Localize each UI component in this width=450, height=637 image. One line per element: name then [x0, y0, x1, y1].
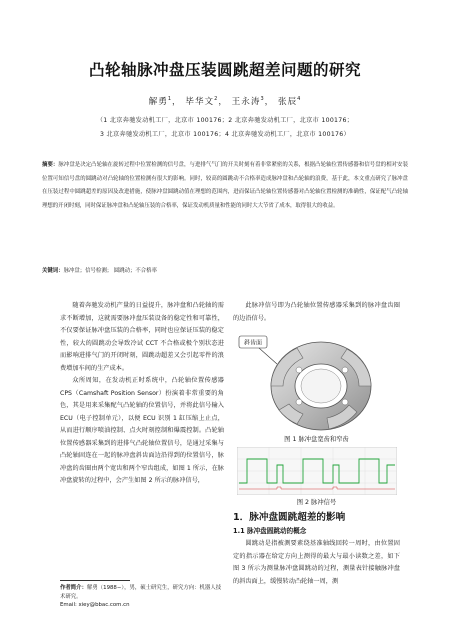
affiliation-line: 3 北京奔驰发动机工厂，北京市 100176；4 北京奔驰发动机工厂，北京市 100176） — [99, 131, 351, 138]
author-name: 解勇 — [148, 97, 168, 107]
footnote — [60, 584, 224, 610]
author-name: 毕华文 — [185, 97, 215, 107]
abstract-text: 脉冲盘是决定凸轮轴在旋转过程中位置检测的信号盘，与进排气气门的开关时刻有着非常紧密的关系，根据凸轮轴位置传感器和信号盘的相对安装位置可知信号盘的圆跳动对凸轮轴的位置检测有很大的影响。同时，较高的圆跳动不合格率造成脉冲盘和凸轮轴的浪费，基于此，本文重点研究了脉冲盘在压装过程中圆跳超差的原因及改进措施，使脉冲盘圆跳动值在理想的范围内，进而保证凸轮轴位置传感器对凸轮轴位置检测的准确性，保证配气凸轮轴理想的开闭时刻，同时保证脉冲盘和凸轮轴压装的合格率，保证发动机质量和性能的同时大大节省了成本，取得很大的收益。 — [42, 162, 408, 209]
body-paragraph: 圆跳动是指被测要素绕基准轴线回转一周时，由位置固定的指示器在给定方向上测得的最大与最小读数之差，如下图 3 所示为测量脉冲盘圆跳动的过程，测量表针接触脉冲盘的斜齿面上，缓慢转动凸轮轴一周，测 — [233, 540, 400, 585]
abstract — [42, 159, 408, 213]
footnote-email: Email: xiey@bbac.com.cn — [60, 602, 130, 608]
figure-2-caption: 图 2 脉冲信号 — [296, 499, 337, 506]
footnote-text: 解勇（1988−），男，硕士研究生，研究方向：机器人技术研究。 — [60, 585, 222, 600]
footnote-rule — [60, 580, 130, 581]
author-name: 张辰 — [277, 97, 298, 107]
author-sup: 4 — [297, 96, 302, 103]
body-paragraph: 众所周知，在发动机正时系统中，凸轮轴位置传感器 CPS（Camshaft Position Sensor）扮演着非常重要的角色，其是用来采集配气凸轮轴的位置信号，并将此信号输入 ECU（电子控制单元），以便 ECU 识别 1 缸压缩上止点，从而进行顺序喷油控制、点火时刻控制和爆震控制。凸轮轴位置传感器采集到的进排气凸轮轴位置信号，是通过采集与凸轮轴固连在一起的脉冲盘斜齿面边沿得到的位置信号，脉冲盘的齿圈由两个宽齿和两个窄齿组成，如图 1 所示，在脉冲盘旋转的过程中，会产生如图 2 所示的脉冲信号， — [60, 377, 224, 484]
figure-2-pulse-signal — [237, 447, 397, 495]
subsection-heading: 1.1 脉冲盘圆跳动的概念 — [233, 527, 307, 535]
keywords — [42, 266, 408, 274]
right-column-top — [233, 300, 400, 325]
author-sup: 3 — [260, 96, 265, 103]
abstract-label: 摘要： — [42, 162, 59, 168]
keywords-label: 关键词： — [42, 268, 64, 274]
figure-1-caption: 图 1 脉冲盘宽齿和窄齿 — [284, 436, 349, 443]
body-paragraph: 随着奔驰发动机产量的日益提升，脉冲盘和凸轮轴的需求不断增加，这就需要脉冲盘压装设备的稳定性和可靠性，不仅要保证脉冲盘压装的合格率，同时也应保证压装的稳定性，较大的圆跳动会导致冷试 CCT 不合格或极个别状态进而影响进排气门的开闭时刻，圆跳动超差又会引起零件的浪费增加车间的生产成本。 — [60, 302, 224, 372]
right-column-bottom — [233, 538, 400, 588]
author-name: 王永涛 — [231, 97, 261, 107]
section-heading: 1．脉冲盘圆跳超差的影响 — [233, 512, 346, 523]
left-column — [60, 300, 224, 488]
paper-title: 凸轮轴脉冲盘压装圆跳超差问题的研究 — [88, 61, 361, 79]
body-paragraph: 此脉冲信号即为凸轮轴位置传感器采集到的脉冲盘齿圈的边沿信号。 — [233, 302, 400, 322]
keywords-text: 脉冲盘；信号检测； 圆跳动；不合格率 — [63, 268, 157, 274]
pulse-disc-drawing — [271, 342, 371, 430]
author-sup: 2 — [214, 96, 219, 103]
author-list: 解勇$^1$， 毕华文$^2$， 王永涛$^3$， 张辰$^4$ — [148, 96, 302, 107]
callout-leader — [259, 348, 277, 364]
figure-1-pulse-disc — [237, 334, 397, 434]
callout-label: 斜齿面 — [243, 339, 263, 347]
author-sup: 1 — [167, 96, 173, 103]
footnote-label: 作者简介： — [60, 585, 87, 591]
affiliation-line: （1 北京奔驰发动机工厂，北京市 100176；2 北京奔驰发动机工厂，北京市 100176； — [96, 117, 354, 124]
